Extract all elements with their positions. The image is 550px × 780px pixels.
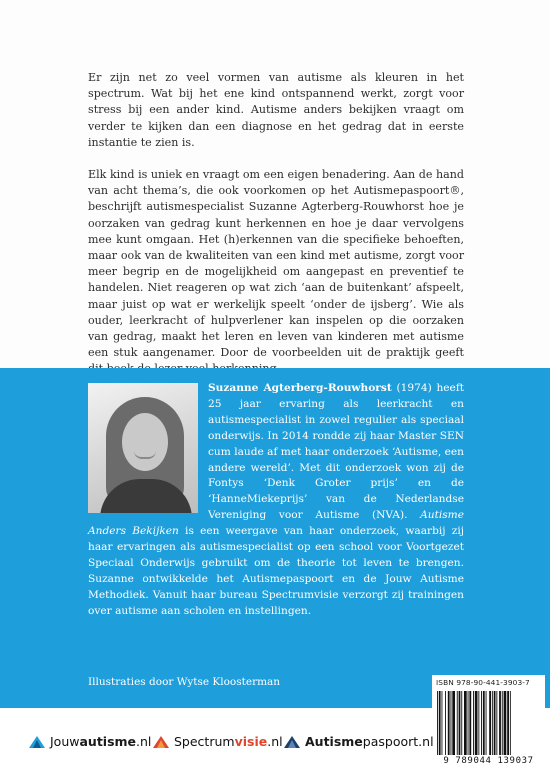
barcode-digits: 9 789044 139037 (443, 756, 534, 766)
illustrator-credit: Illustraties door Wytse Kloosterman (88, 676, 281, 688)
author-panel (0, 368, 550, 708)
barcode-bar (492, 691, 493, 755)
logo1-bold: autisme (79, 734, 137, 749)
author-bio (88, 381, 464, 620)
logo1-tail: .nl (136, 734, 152, 749)
logo1-light: Jouw (50, 734, 80, 749)
author-name: Suzanne Agterberg-Rouwhorst (208, 382, 392, 394)
book-title: Autisme Anders Bekijken (88, 509, 464, 538)
barcode-bar (464, 691, 467, 755)
barcode-bar (437, 691, 438, 755)
spectrumvisie-logo-icon (152, 735, 170, 749)
barcode-bar (481, 691, 482, 755)
barcode-bar (445, 691, 446, 755)
barcode-bar (451, 691, 452, 755)
barcode-bar (439, 691, 441, 755)
barcode-bar (507, 691, 509, 755)
bio-text-1: (1974) heeft 25 jaar ervaring als leerkracht en autismespecialist in zowel regulier als speciaal onderwijs. In 2014 rondde zij haar Master SEN cum laude af met haar onderzoek ‘Autisme, een andere wereld’. Met dit onderzoek won zij de Fontys ‘Denk Groter prijs’ en de ‘HanneMiekeprijs’ van de Nederlandse Vereniging voor Autisme (NVA). (208, 382, 464, 522)
barcode-bar (489, 691, 491, 755)
blurb-paragraph-2: Elk kind is uniek en vraagt om een eigen benadering. Aan de hand van acht thema’s, die ook voorkomen op het Autismepaspoort®, beschrijft autismespecialist Suzanne Agterberg-Rouwhorst hoe je oorzaken van gedrag kunt herkennen en hoe je daar vervolgens mee kunt omgaan. Het (h)erkennen van die specifieke behoeften, maar ook van de kwaliteiten van een kind met autisme, zorgt voor meer begrip en de mogelijkheid om aangepast en preventief te handelen. Niet reageren op wat zich ‘aan de buitenkant’ afspeelt, maar juist op wat er werkelijk speelt ‘onder de ijsberg’. Wie als ouder, leerkracht of hulpverlener kan inspelen op die oorzaken van gedrag, maakt het leren en leven van kinderen met autisme een stuk aangenamer. Door de voorbeelden uit de praktijk geeft (88, 168, 464, 360)
isbn-label: ISBN 978-90-441-3903-7 (436, 678, 530, 687)
logo-spectrumvisie (152, 734, 283, 749)
top-section (0, 0, 550, 368)
logo-jouwautisme (28, 734, 151, 749)
barcode-bar (483, 691, 485, 755)
barcode-bar (478, 691, 479, 755)
publisher-logos (0, 722, 434, 762)
logo3-bold: Autisme (305, 734, 363, 749)
barcode-bar (448, 691, 450, 755)
barcode (436, 691, 542, 755)
barcode-bar (504, 691, 507, 755)
barcode-bar (457, 691, 458, 755)
bio-text-2: is een weergave van haar onderzoek, waarbij zij haar ervaringen als autismespecialist op een school voor Voortgezet Speciaal Onderwijs gebruikt om de theorie tot leven te brengen. Suzanne ontwikkelde het Autismepaspoort en de Jouw Autisme Methodiek. Vanuit haar bureau Spectrumvisie verzorgt zij trainingen over autisme aan scholen en instellingen. (88, 525, 464, 617)
blurb (88, 70, 464, 394)
barcode-bar (469, 691, 471, 755)
barcode-bar (442, 691, 443, 755)
barcode-bar (486, 691, 487, 755)
jouwautisme-logo-icon (28, 735, 46, 749)
barcode-bar (494, 691, 496, 755)
logo2-bold: visie (234, 734, 268, 749)
blurb-paragraph-1: Er zijn net zo veel vormen van autisme als kleuren in het spectrum. Wat bij het ene kind ontspannend werkt, zorgt voor stress bij een ander kind. Autisme anders bekijken vraagt om verder te kijken dan een diagnose en het gedrag dat in eerste instantie te zien is. (88, 71, 464, 149)
logo-autismepaspoort (283, 734, 434, 749)
barcode-bar (496, 691, 497, 755)
barcode-bar (510, 691, 511, 755)
barcode-bar (499, 691, 501, 755)
autismepaspoort-logo-icon (283, 735, 301, 749)
barcode-bar (475, 691, 478, 755)
isbn-barcode-box (432, 675, 545, 772)
barcode-bar (473, 691, 474, 755)
barcode-bar (468, 691, 469, 755)
logo2-light: Spectrum (174, 734, 235, 749)
logo3-tail: .nl (418, 734, 434, 749)
logo3-light: paspoort (362, 734, 419, 749)
logo2-tail: .nl (267, 734, 283, 749)
barcode-bar (502, 691, 503, 755)
barcode-bar (461, 691, 462, 755)
barcode-bar (452, 691, 455, 755)
barcode-bar (459, 691, 461, 755)
